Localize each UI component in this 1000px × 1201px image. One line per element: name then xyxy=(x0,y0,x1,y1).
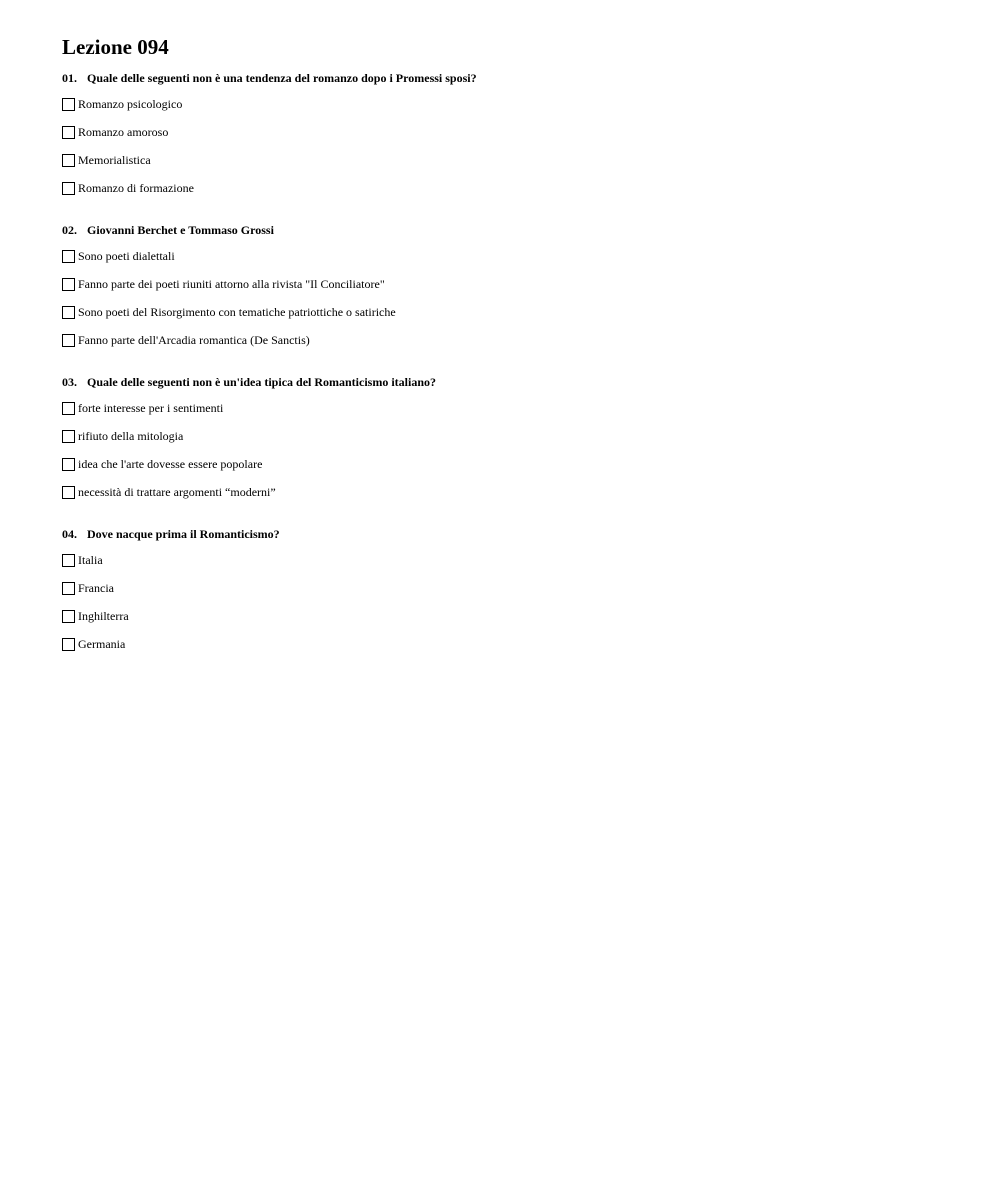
answer-checkbox[interactable] xyxy=(62,278,75,291)
answer-option[interactable] xyxy=(62,276,962,292)
answer-option[interactable] xyxy=(62,552,962,568)
answer-checkbox[interactable] xyxy=(62,486,75,499)
answer-option[interactable] xyxy=(62,152,962,168)
question-text: Quale delle seguenti non è un'idea tipica del Romanticismo italiano? xyxy=(87,375,437,389)
answer-checkbox[interactable] xyxy=(62,250,75,263)
answer-label: Fanno parte dei poeti riuniti attorno alla rivista "Il Conciliatore" xyxy=(78,277,385,291)
answer-label: Italia xyxy=(78,553,103,567)
answer-label: necessità di trattare argomenti “moderni” xyxy=(78,485,276,499)
answer-label: Sono poeti dialettali xyxy=(78,249,175,263)
answer-option[interactable] xyxy=(62,608,962,624)
answer-checkbox[interactable] xyxy=(62,182,75,195)
answer-option[interactable] xyxy=(62,180,962,196)
answer-checkbox[interactable] xyxy=(62,582,75,595)
answer-checkbox[interactable] xyxy=(62,610,75,623)
answer-option[interactable] xyxy=(62,428,962,444)
question-header xyxy=(62,375,962,389)
answer-option[interactable] xyxy=(62,636,962,652)
question-header xyxy=(62,527,962,541)
answer-checkbox[interactable] xyxy=(62,98,75,111)
answer-checkbox[interactable] xyxy=(62,430,75,443)
answer-checkbox[interactable] xyxy=(62,154,75,167)
answer-label: idea che l'arte dovesse essere popolare xyxy=(78,457,263,471)
answer-label: Sono poeti del Risorgimento con tematiche patriottiche o satiriche xyxy=(78,305,396,319)
answer-label: rifiuto della mitologia xyxy=(78,429,184,443)
answer-option[interactable] xyxy=(62,248,962,264)
answer-option[interactable] xyxy=(62,400,962,416)
question-number: 01. xyxy=(62,71,77,85)
answer-label: Romanzo psicologico xyxy=(78,97,183,111)
lesson-title: Lezione 094 xyxy=(62,35,169,59)
answer-label: Inghilterra xyxy=(78,609,129,623)
question-text: Quale delle seguenti non è una tendenza del romanzo dopo i Promessi sposi? xyxy=(87,71,477,85)
question-text: Dove nacque prima il Romanticismo? xyxy=(87,527,280,541)
answer-label: Francia xyxy=(78,581,114,595)
question-block xyxy=(62,71,962,196)
answer-option[interactable] xyxy=(62,304,962,320)
answer-option[interactable] xyxy=(62,456,962,472)
question-header xyxy=(62,71,962,85)
question-block xyxy=(62,223,962,348)
answer-option[interactable] xyxy=(62,124,962,140)
answer-option[interactable] xyxy=(62,96,962,112)
answer-label: Romanzo amoroso xyxy=(78,125,169,139)
question-number: 02. xyxy=(62,223,77,237)
answer-option[interactable] xyxy=(62,484,962,500)
answer-checkbox[interactable] xyxy=(62,554,75,567)
question-header xyxy=(62,223,962,237)
answer-label: Memorialistica xyxy=(78,153,151,167)
answer-checkbox[interactable] xyxy=(62,402,75,415)
quiz-page xyxy=(62,34,962,652)
question-text: Giovanni Berchet e Tommaso Grossi xyxy=(87,223,274,237)
answer-label: Germania xyxy=(78,637,126,651)
answer-label: Romanzo di formazione xyxy=(78,181,194,195)
answer-option[interactable] xyxy=(62,332,962,348)
answer-checkbox[interactable] xyxy=(62,126,75,139)
question-block xyxy=(62,527,962,652)
question-block xyxy=(62,375,962,500)
answer-checkbox[interactable] xyxy=(62,638,75,651)
answer-checkbox[interactable] xyxy=(62,306,75,319)
answer-checkbox[interactable] xyxy=(62,458,75,471)
question-number: 04. xyxy=(62,527,77,541)
answer-label: Fanno parte dell'Arcadia romantica (De Sanctis) xyxy=(78,333,310,347)
question-number: 03. xyxy=(62,375,77,389)
answer-checkbox[interactable] xyxy=(62,334,75,347)
answer-label: forte interesse per i sentimenti xyxy=(78,401,224,415)
answer-option[interactable] xyxy=(62,580,962,596)
